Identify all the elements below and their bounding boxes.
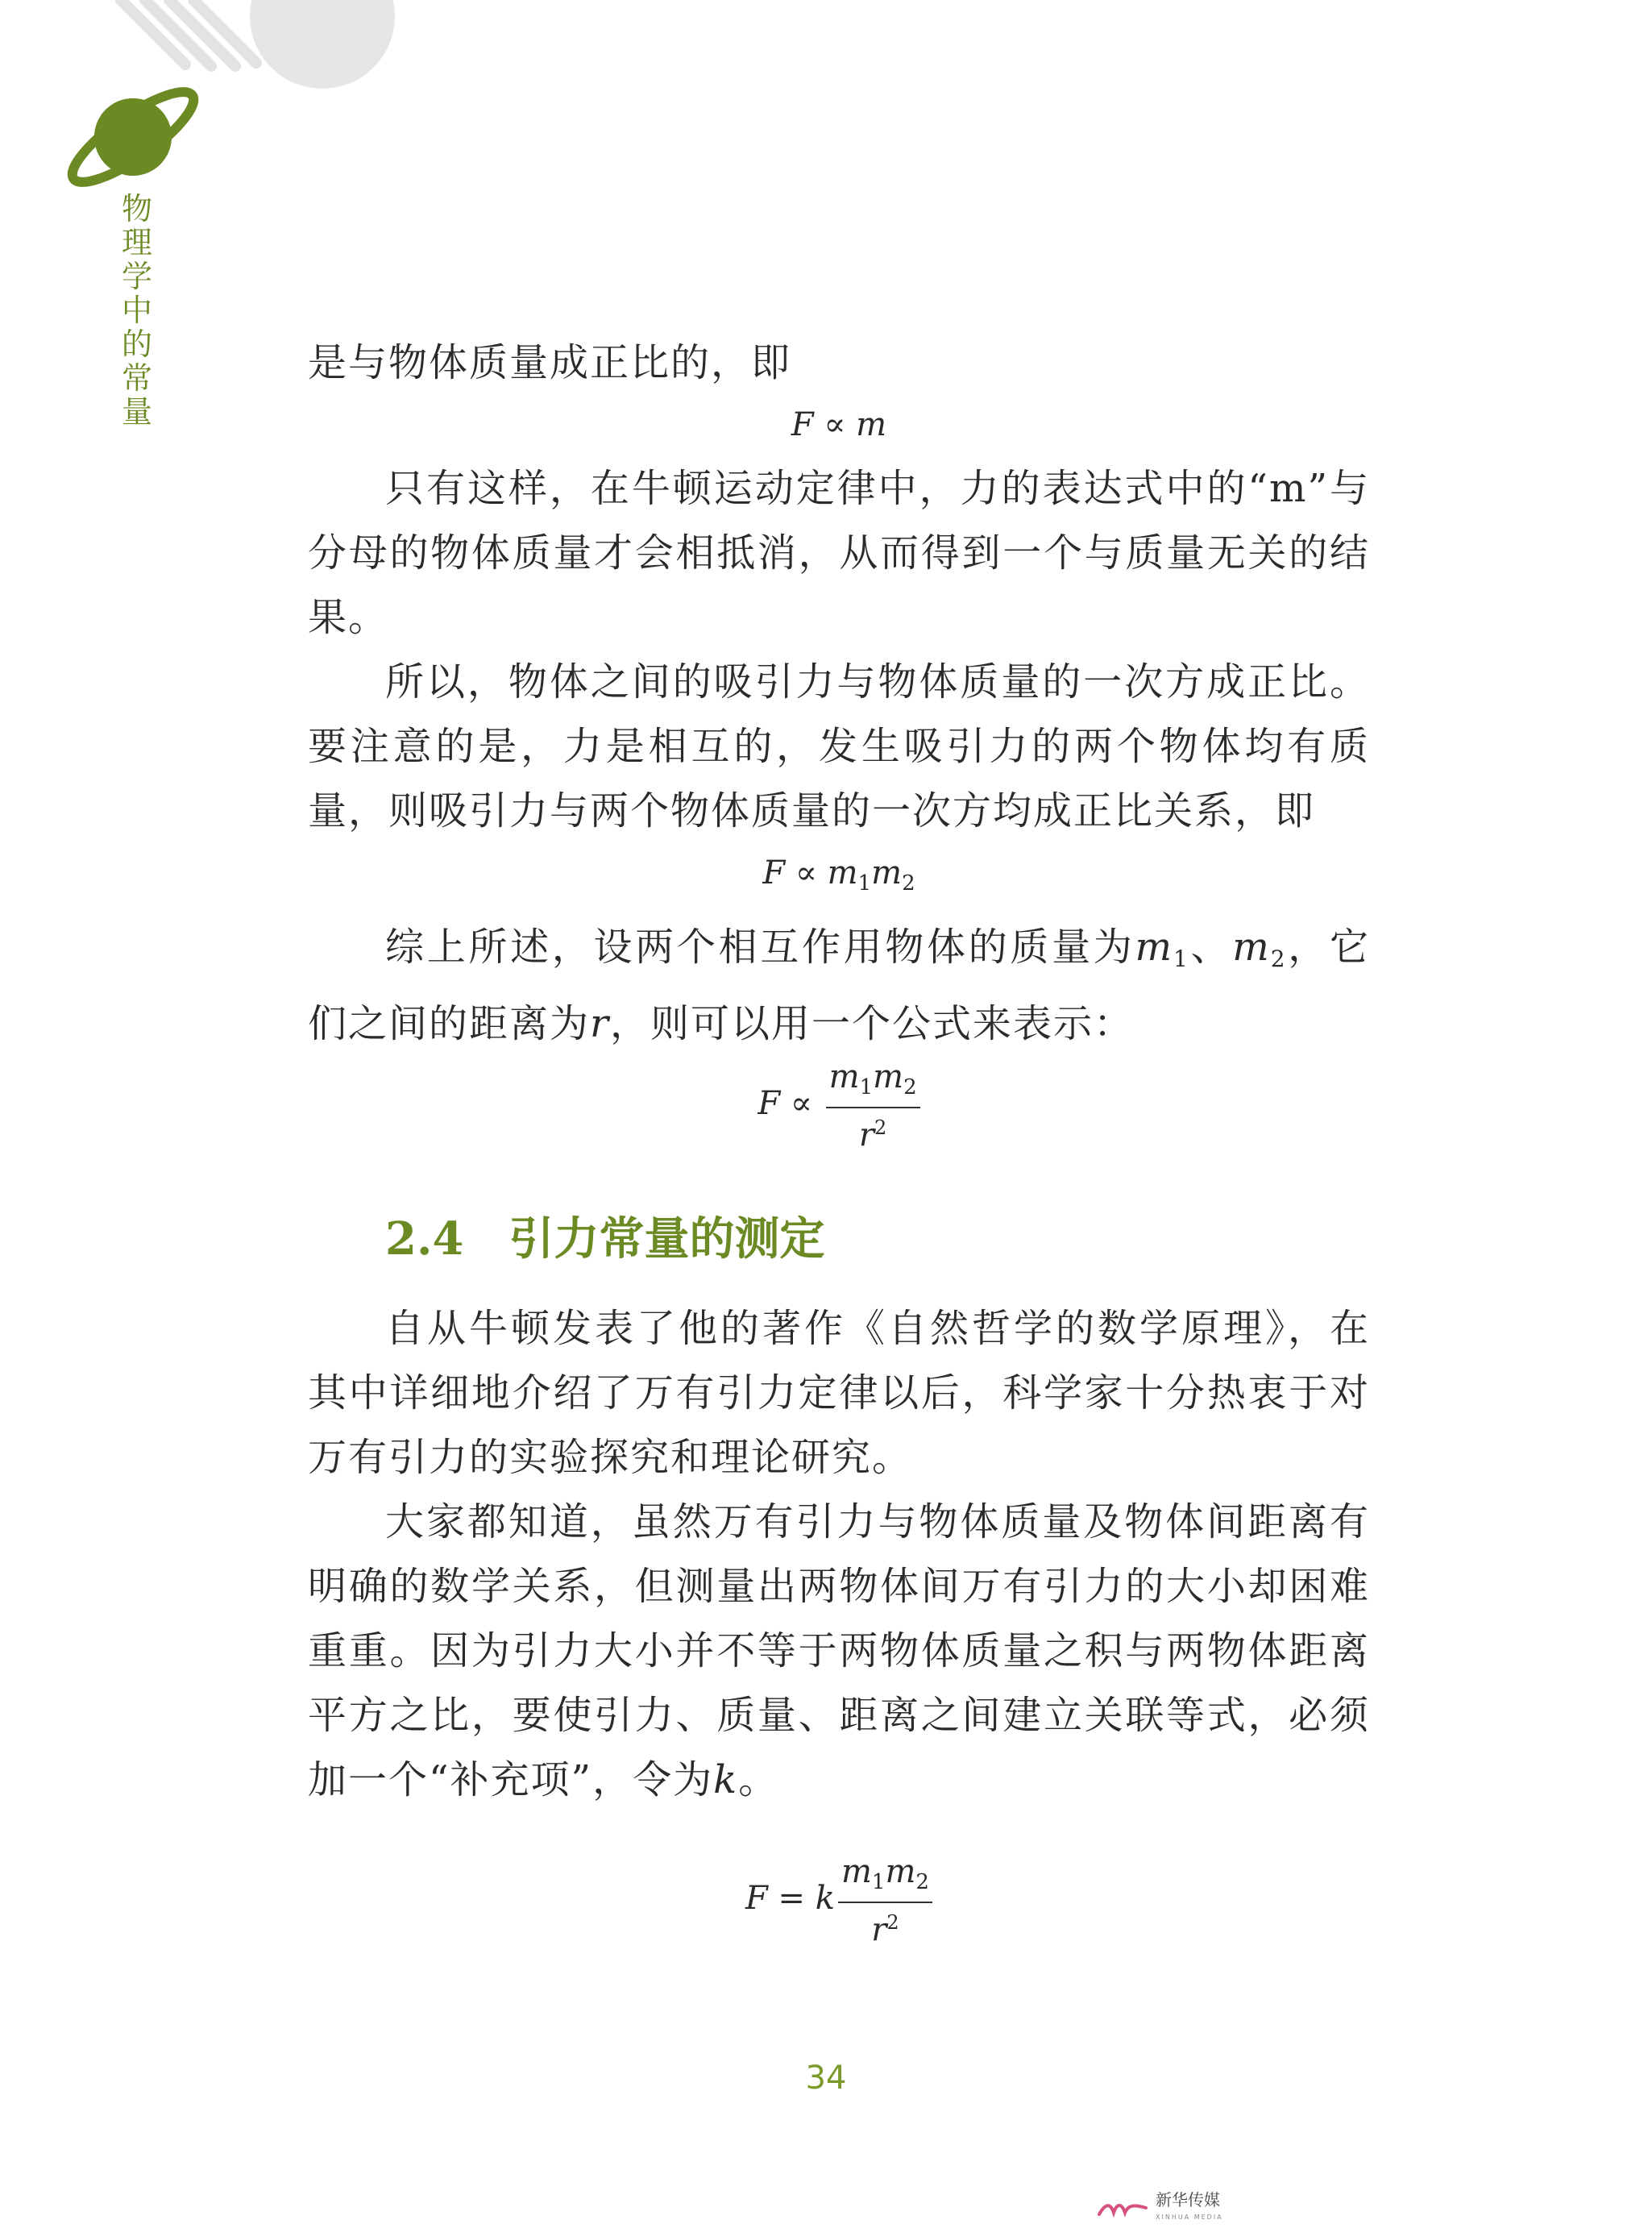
side-title-char: 的 (121, 326, 152, 362)
side-title-char: 常 (121, 360, 152, 396)
symbol-m1: m (1135, 925, 1174, 970)
paragraph: 是与物体质量成正比的，即 (308, 340, 792, 385)
paragraph-text: 大家都知道，虽然万有引力与物体质量及物体间距离有明确的数学关系，但测量出两物体间万有引力的大小却困难重重。因为引力大小并不等于两物体质量之积与两物体距离平方之比，要使引力、质量、距离之间建立关联等式，必须加一个“补充项”，令为 (308, 1499, 1370, 1803)
publisher-mark-icon (1098, 2200, 1149, 2218)
body-text (308, 330, 1370, 1953)
paragraph-text: ，则可以用一个公式来表示： (609, 1001, 1134, 1046)
symbol-sub: 1 (1173, 946, 1189, 972)
section-heading (385, 1203, 1370, 1275)
fraction (826, 1058, 920, 1154)
paragraph: 所以，物体之间的吸引力与物体质量的一次方成正比。要注意的是，力是相互的，发生吸引力的两个物体均有质量，则吸引力与两个物体质量的一次方均成正比关系，即 (308, 659, 1370, 833)
formula-sub: 1 (859, 1075, 874, 1099)
paragraph (308, 1490, 1370, 1812)
page-number: 34 (805, 2060, 847, 2097)
symbol-k: k (713, 1757, 739, 1803)
publisher-name-text: 新华传媒 (1156, 2190, 1220, 2209)
formula-sup: 2 (874, 1116, 887, 1139)
paragraph-text: 综上所述，设两个相互作用物体的质量为 (385, 925, 1135, 970)
side-title-char: 中 (121, 293, 152, 328)
formula-m: m (827, 854, 858, 892)
fraction-denominator (871, 1903, 899, 1949)
side-title-char: 量 (121, 394, 152, 430)
formula-r: r (871, 1911, 887, 1949)
formula-newton-gravitation (308, 1852, 1370, 1949)
formula-sub: 2 (902, 871, 915, 896)
side-title-char: 理 (121, 225, 152, 260)
paragraph: 自从牛顿发表了他的著作《自然哲学的数学原理》，在其中详细地介绍了万有引力定律以后，科学家十分热衷于对万有引力的实验探究和理论研究。 (308, 1306, 1370, 1481)
formula-f-prop-m1m2-over-r2 (308, 1058, 1370, 1154)
side-title-char: 物 (121, 191, 152, 227)
fraction-denominator (859, 1108, 886, 1154)
symbol-separator: 、 (1189, 925, 1233, 970)
formula-sub: 1 (871, 1870, 886, 1895)
symbol-sub: 2 (1270, 946, 1287, 972)
paragraph-text: ，它们之间的距离为 (308, 925, 1370, 1046)
formula-m: m (885, 1853, 916, 1891)
section-number: 2.4 (385, 1212, 464, 1266)
symbol-r: r (590, 1001, 610, 1046)
planet-icon (0, 0, 210, 193)
formula-m: m (873, 1058, 904, 1095)
paragraph-text: 。 (738, 1757, 779, 1803)
formula-f-prop-m1m2 (308, 845, 1370, 912)
symbol-m2: m (1232, 925, 1271, 970)
formula-lhs: F ∝ (762, 854, 828, 892)
formula-lhs: F = k (745, 1880, 835, 1918)
side-title-char: 学 (121, 259, 152, 294)
formula-sub: 2 (915, 1870, 929, 1895)
paragraph: 只有这样，在牛顿运动定律中，力的表达式中的“m”与分母的物体质量才会相抵消，从而得到一个与质量无关的结果。 (308, 466, 1370, 640)
publisher-logo (1098, 2191, 1223, 2226)
formula-sup: 2 (886, 1911, 899, 1935)
section-title: 引力常量的测定 (508, 1212, 825, 1266)
fraction-numerator (838, 1852, 932, 1903)
formula-m: m (828, 1058, 860, 1095)
formula-lhs: F ∝ (758, 1085, 823, 1123)
formula-sub: 1 (857, 871, 872, 896)
formula-m: m (841, 1853, 872, 1891)
fraction (838, 1852, 932, 1949)
formula-m: m (871, 854, 903, 892)
formula-f-prop-m: F ∝ m (791, 406, 887, 443)
fraction-numerator (826, 1058, 920, 1108)
formula-sub: 2 (903, 1075, 917, 1099)
side-running-title (113, 192, 161, 429)
formula-r: r (858, 1116, 875, 1154)
paragraph (308, 915, 1370, 1056)
publisher-name-sub: XINHUA MEDIA (1156, 2213, 1223, 2221)
publisher-name (1156, 2191, 1223, 2226)
